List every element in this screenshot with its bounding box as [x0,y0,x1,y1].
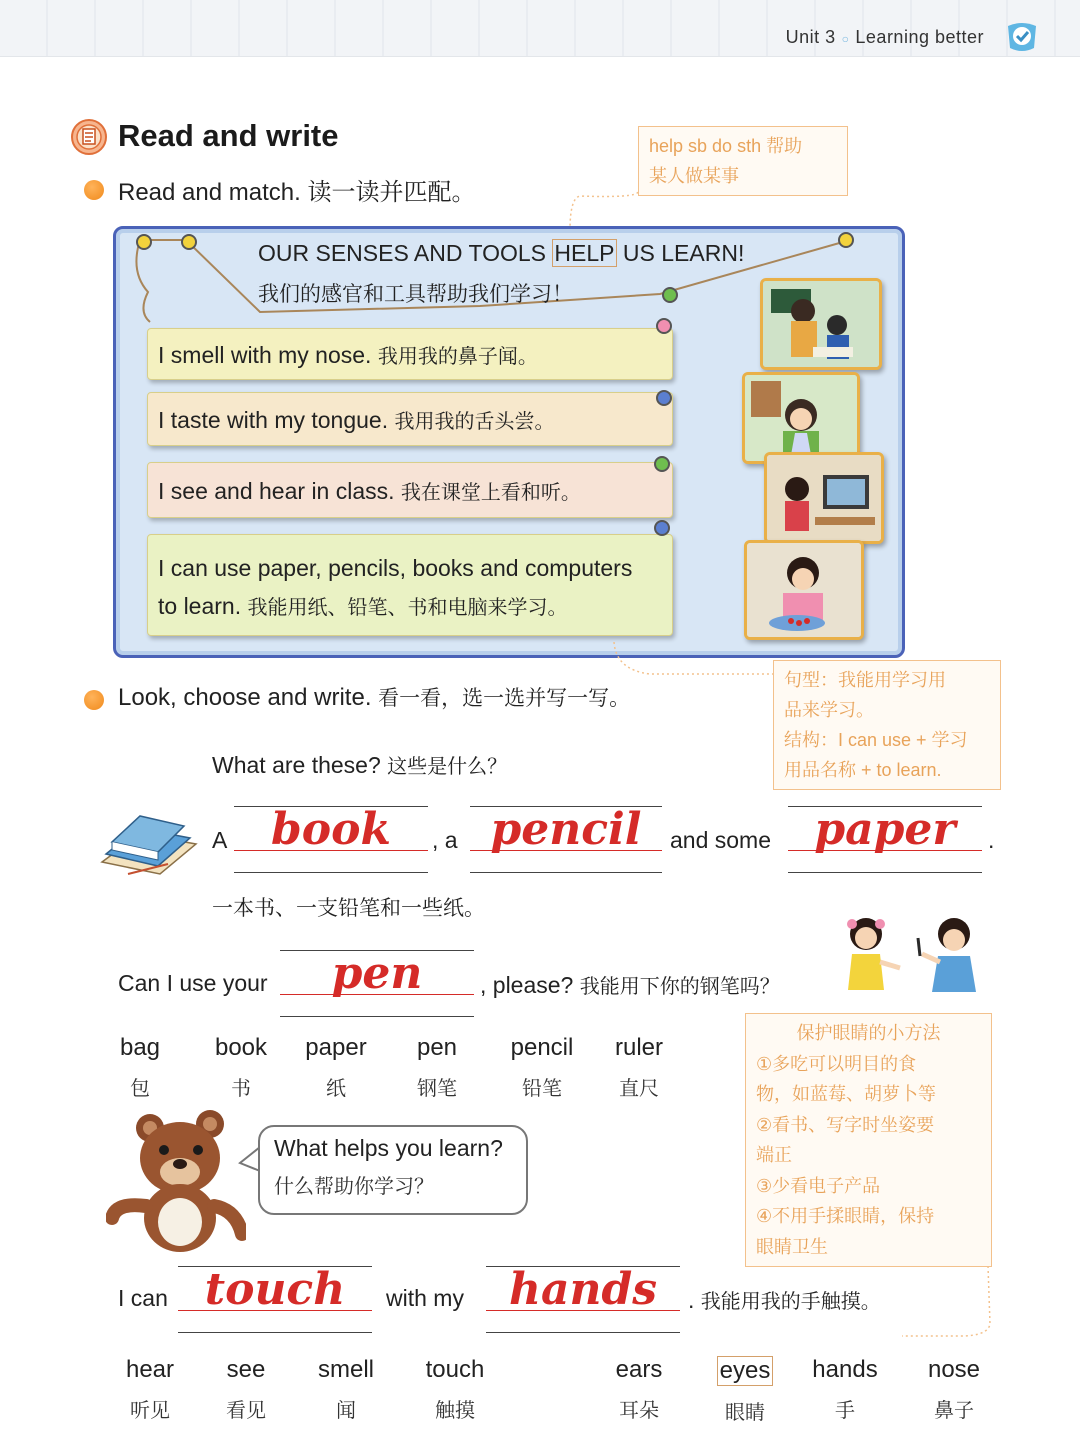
writing-line [788,872,982,873]
bear-mascot-illustration [106,1106,246,1256]
word-smell: smell 闻 [317,1356,374,1422]
unit-title: Learning better [855,27,984,47]
answer-pencil[interactable]: pencil [490,804,642,855]
task2-instruction [118,682,630,712]
q1-en: What are these? [212,752,381,778]
speech-bubble [258,1125,528,1215]
answer-paper[interactable]: paper [814,804,956,855]
board-title-post: US LEARN! [616,240,745,266]
checkmark-badge-icon [1004,20,1040,54]
strip-1-zh: 我用我的鼻子闻。 [377,344,538,368]
note-eye-line4: 端正 [756,1145,792,1165]
s2-post [480,970,780,999]
answer-book[interactable]: book [271,804,391,855]
q1-zh: 这些是什么？ [387,754,508,778]
word-hands: hands 手 [812,1356,878,1422]
note-connector [610,640,780,680]
note-pattern-line3: 结构：I can use + 学习 [784,730,968,750]
answer-touch[interactable]: touch [204,1264,346,1315]
note-pattern-line1: 句型：我能用学习用 [784,670,946,690]
kids-asking-pen-illustration [836,910,986,998]
note-help-line1: help sb do sth 帮助 [649,136,803,156]
unit-label: Unit 3 [785,27,836,47]
sentence-strip-4 [147,534,673,636]
word-touch: touch 触摸 [425,1356,485,1422]
task1-en: Read and match. [118,179,301,206]
question-what-are-these [212,750,507,779]
note-eye-line6: ④不用手揉眼睛，保持 [756,1206,935,1226]
strip-1-en: I smell with my nose. [158,342,372,368]
s1-comma-a: , a [432,827,458,853]
s1-period: . [988,827,995,853]
word-ruler: ruler 直尺 [614,1034,663,1100]
note-eye-care [745,1013,992,1267]
board-title-highlight: HELP [554,240,615,266]
word-hear: hear 听见 [125,1356,175,1422]
board-subtitle: 我们的感官和工具帮助我们学习！ [258,282,573,306]
strip-3-zh: 我在课堂上看和听。 [400,480,581,504]
strip-4-en: I can use paper, pencils, books and computers [158,555,633,581]
strip-3-en: I see and hear in class. [158,478,395,504]
word-bag: bag 包 [119,1034,161,1100]
task2-en: Look, choose and write. [118,684,372,711]
pin-icon [654,520,670,536]
pin-icon [654,456,670,472]
bullet-dot-icon [84,180,104,200]
pin-icon [136,234,152,250]
writing-line [486,1332,680,1333]
note-pattern-line2: 品来学习。 [784,700,874,720]
s3-post [688,1285,881,1314]
note-eye-line2: 物，如蓝莓、胡萝卜等 [756,1084,936,1104]
sentence-strip-3 [147,462,673,518]
word-pen: pen 钢笔 [416,1034,458,1100]
s3-period: . [688,1287,695,1313]
separator-icon: ○ [841,32,850,46]
writing-line [470,872,662,873]
pin-icon [662,287,678,303]
books-illustration [98,800,200,876]
note-help-line2: 某人做某事 [649,166,739,186]
note-help-sb [638,126,848,196]
strip-4-zh: 我能用纸、铅笔、书和电脑来学习。 [247,595,568,619]
note-sentence-pattern [773,660,1001,790]
word-nose: nose 鼻子 [927,1356,981,1422]
note-eye-line7: 眼睛卫生 [756,1236,828,1257]
photo-reading-together [760,278,882,370]
s2-post-en: , please? [480,972,574,998]
board-title-pre: OUR SENSES AND TOOLS [258,240,553,266]
sentence-strip-2 [147,392,673,446]
s3-mid: with my [386,1285,464,1311]
writing-line [178,1332,372,1333]
s1-article-a: A [212,827,228,853]
pin-icon [181,234,197,250]
s3-zh: 我能用我的手触摸。 [700,1289,881,1313]
pin-icon [838,232,854,248]
note-connector [900,1264,996,1344]
word-paper: paper 纸 [305,1034,367,1100]
strip-4-en2: to learn. [158,593,242,619]
bubble-en: What helps you learn? [274,1135,503,1161]
answer-hands[interactable]: hands [508,1264,658,1315]
word-ears: ears 耳朵 [615,1356,663,1422]
task1-zh: 读一读并匹配。 [307,178,476,206]
note-eye-line1: ①多吃可以明目的食 [756,1053,917,1074]
bubble-zh: 什么帮助你学习？ [274,1174,434,1198]
strip-2-zh: 我用我的舌头尝。 [394,409,555,433]
pin-icon [656,390,672,406]
note-pattern-line4: 用品名称 + to learn. [784,760,942,780]
unit-header [786,27,984,48]
note-eye-line5: ③少看电子产品 [756,1175,881,1196]
read-write-icon [70,118,108,156]
strip-2-en: I taste with my tongue. [158,407,389,433]
word-see: see 看见 [226,1356,266,1422]
task2-zh: 看一看，选一选并写一写。 [378,686,631,710]
note-eye-line3: ②看书、写字时坐姿要 [756,1114,935,1135]
s3-pre: I can [118,1285,168,1311]
answer-pen[interactable]: pen [331,948,423,999]
sentence-strip-1 [147,328,673,380]
photo-tasting [742,372,860,464]
task1-instruction [118,172,475,207]
note-eye-title: 保护眼睛的小方法 [796,1023,941,1043]
s1-and-some: and some [670,827,772,853]
s2-pre: Can I use your [118,970,268,996]
word-pencil: pencil 铅笔 [510,1034,574,1100]
word-eyes: eyes 眼睛 [710,1356,780,1425]
writing-line [280,1016,474,1017]
s1-translation: 一本书、一支铅笔和一些纸。 [212,896,485,920]
bullet-dot-icon [84,690,104,710]
s2-zh: 我能用下你的钢笔吗？ [579,974,780,998]
board-title [258,240,744,267]
word-book: book 书 [214,1034,268,1100]
photo-computer [764,452,884,544]
pin-icon [656,318,672,334]
section-title: Read and write [118,118,339,153]
photo-eating [744,540,864,640]
writing-line [234,872,428,873]
